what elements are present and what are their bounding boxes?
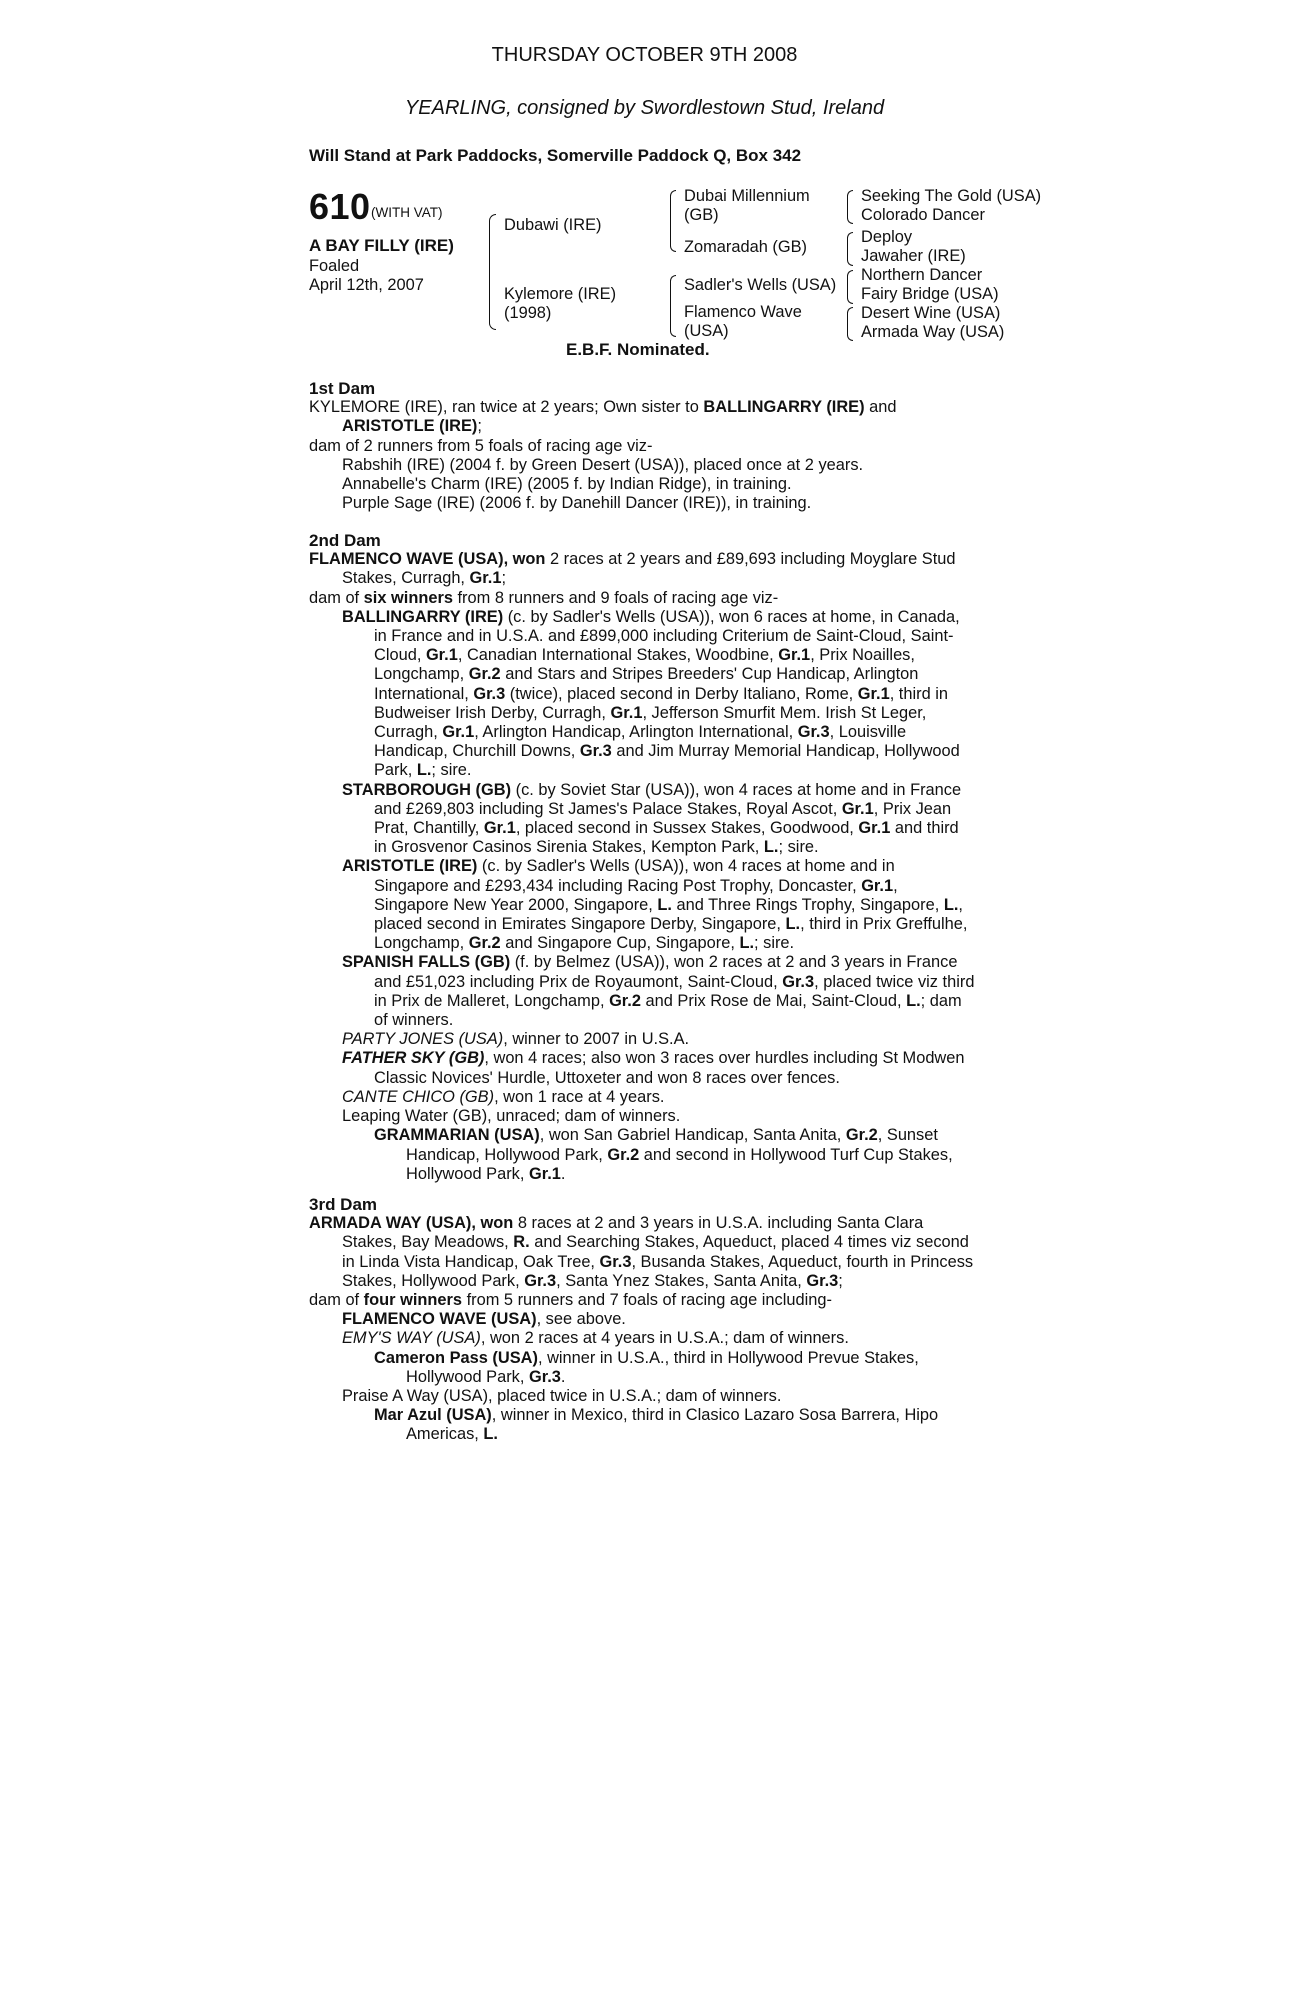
text: , won 2 races at 4 years in U.S.A.; dam of winners.	[480, 1329, 849, 1348]
text: Park,	[374, 761, 417, 780]
third-dam-line1: ARMADA WAY (USA), won 8 races at 2 and 3 years in U.S.A. including Santa Clara	[309, 1214, 924, 1233]
produce-emys-way	[309, 1329, 979, 1348]
text: , Prix Noailles,	[810, 646, 915, 665]
produce-line	[309, 800, 979, 819]
foal-entry: Annabelle's Charm (IRE) (2005 f. by Indian Ridge), in training.	[342, 475, 792, 494]
text: (c. by Sadler's Wells (USA)), won 6 races at home, in Canada,	[503, 607, 960, 626]
produce-party-jones	[309, 1030, 979, 1049]
vat-note: (WITH VAT)	[371, 205, 443, 220]
third-dam-line	[309, 1253, 979, 1272]
grade: L.	[416, 761, 432, 780]
text: Hollywood Park,	[406, 1367, 529, 1386]
text: , won 4 races; also won 3 races over hurdles including St Modwen	[484, 1049, 965, 1068]
text: in Grosvenor Casinos Sirenia Stakes, Kempton Park,	[374, 838, 764, 857]
produce-line	[309, 665, 979, 684]
grade: Gr.3	[806, 1271, 839, 1290]
winners-count: six winners	[363, 588, 453, 607]
text: in France and in U.S.A. and £899,000 including Criterium de Saint-Cloud, Saint-	[374, 627, 954, 646]
grade: Gr.2	[468, 934, 501, 953]
text: , winner in Mexico, third in Clasico Lazaro Sosa Barrera, Hipo	[491, 1406, 939, 1425]
text: Cloud,	[374, 646, 426, 665]
horse-name: FATHER SKY (GB)	[342, 1049, 485, 1068]
grade: Gr.2	[845, 1126, 878, 1145]
grade: L.	[785, 915, 801, 934]
grade: Gr.1	[483, 819, 516, 838]
grade: Gr.1	[469, 569, 502, 588]
pedigree-brace-sire	[670, 190, 676, 252]
horse-name: ARISTOTLE (IRE)	[342, 417, 478, 436]
text: ; dam	[920, 991, 962, 1010]
text: , Santa Ynez Stakes, Santa Anita,	[556, 1271, 807, 1290]
grade: Gr.3	[782, 972, 815, 991]
text: International,	[374, 684, 474, 703]
text: (f. by Belmez (USA)), won 2 races at 2 and 3 years in France	[510, 953, 958, 972]
text: in Prix de Malleret, Longchamp,	[374, 991, 610, 1010]
produce-aristotle	[309, 857, 979, 876]
ebf-nomination: E.B.F. Nominated.	[566, 340, 710, 359]
produce-spanish-falls	[309, 953, 979, 972]
grade: Gr.1	[442, 723, 475, 742]
grade: Gr.2	[468, 665, 501, 684]
produce-line	[309, 627, 979, 646]
grade: Gr.1	[528, 1164, 561, 1183]
text: ,	[893, 876, 898, 895]
foal-entry: Rabshih (IRE) (2004 f. by Green Desert (USA)), placed once at 2 years.	[342, 455, 864, 474]
stand-location: Will Stand at Park Paddocks, Somerville Paddock Q, Box 342	[309, 146, 802, 165]
pedigree-dam-year: (1998)	[504, 304, 552, 322]
produce-line	[309, 685, 979, 704]
pedigree-brace-main	[489, 214, 496, 330]
produce-line	[309, 761, 979, 780]
text: and Stars and Stripes Breeders' Cup Handicap, Arlington	[500, 665, 919, 684]
text: and Singapore Cup, Singapore,	[500, 934, 740, 953]
text: Budweiser Irish Derby, Curragh,	[374, 703, 611, 722]
grade: Gr.3	[528, 1367, 561, 1386]
grade: Gr.3	[473, 684, 506, 703]
grade: Gr.1	[778, 646, 811, 665]
pedigree-sss: Seeking The Gold (USA)	[861, 187, 1042, 205]
first-dam-line1	[309, 398, 979, 417]
produce-line	[309, 973, 979, 992]
text: , placed twice viz third	[814, 972, 975, 991]
text: , Arlington Handicap, Arlington International,	[474, 723, 798, 742]
text: and Prix Rose de Mai, Saint-Cloud,	[640, 991, 907, 1010]
won-label: won	[512, 550, 546, 569]
grade: L.	[739, 934, 755, 953]
grade: L.	[483, 1425, 498, 1444]
text: , third in	[889, 684, 949, 703]
produce-line	[309, 896, 979, 915]
third-dam-line	[309, 1233, 979, 1252]
pedigree-dds: Desert Wine (USA)	[861, 304, 1001, 322]
grade: Gr.3	[524, 1271, 557, 1290]
produce-father-sky	[309, 1049, 979, 1068]
produce-praise-a-way: Praise A Way (USA), placed twice in U.S.A.; dam of winners.	[342, 1387, 782, 1406]
produce-line	[309, 934, 979, 953]
produce-line	[309, 742, 979, 761]
produce-flamenco-wave	[309, 1310, 979, 1329]
second-dam-produce-intro	[309, 589, 979, 608]
text: , winner in U.S.A., third in Hollywood Prevue Stakes,	[537, 1348, 919, 1367]
horse-name: BALLINGARRY (IRE)	[342, 607, 504, 626]
third-dam-section	[309, 1195, 979, 1445]
horse-name: STARBOROUGH (GB)	[342, 780, 512, 799]
text: from 5 runners and 7 foals of racing age including-	[462, 1291, 832, 1310]
pedigree-sire-sire-country: (GB)	[684, 206, 719, 224]
pedigree-sds: Deploy	[861, 228, 913, 246]
second-dam-heading: 2nd Dam	[309, 531, 381, 550]
produce-cante-chico	[309, 1088, 979, 1107]
foaled-label: Foaled	[309, 257, 360, 275]
pedigree-ssd: Colorado Dancer	[861, 206, 985, 224]
text: Singapore and £293,434 including Racing Post Trophy, Doncaster,	[374, 876, 862, 895]
text: , winner to 2007 in U.S.A.	[503, 1030, 690, 1049]
foaled-date: April 12th, 2007	[309, 276, 424, 294]
produce-line	[309, 704, 979, 723]
pedigree-sire-dam: Zomaradah (GB)	[684, 238, 807, 256]
produce-line	[309, 877, 979, 896]
grade: Gr.2	[609, 991, 641, 1010]
produce-line	[309, 915, 979, 934]
text: Handicap, Hollywood Park,	[406, 1145, 608, 1164]
grade: Gr.1	[858, 819, 891, 838]
horse-name: CANTE CHICO (GB)	[342, 1087, 495, 1106]
text: 8 races at 2 and 3 years in U.S.A. including Santa Clara	[513, 1214, 924, 1233]
text: Handicap, Churchill Downs,	[374, 742, 580, 761]
pedigree-dam: Kylemore (IRE)	[504, 285, 617, 303]
text: Longchamp,	[374, 934, 469, 953]
text: Americas,	[406, 1425, 484, 1444]
text: dam of	[309, 1291, 364, 1310]
text: and £51,023 including Prix de Royaumont, Saint-Cloud,	[374, 972, 783, 991]
text: from 8 runners and 9 foals of racing age viz-	[452, 588, 779, 607]
pedigree-dam-sire: Sadler's Wells (USA)	[684, 276, 837, 294]
text: , Jefferson Smurfit Mem. Irish St Leger,	[642, 703, 927, 722]
third-dam-produce-intro	[309, 1291, 979, 1310]
produce-mar-azul	[309, 1406, 979, 1425]
pedigree-dam-dam: Flamenco Wave	[684, 303, 802, 321]
produce-line	[309, 819, 979, 838]
grade: Gr.1	[425, 646, 458, 665]
grade: Gr.2	[607, 1145, 640, 1164]
produce-line	[309, 723, 979, 742]
third-dam-heading: 3rd Dam	[309, 1195, 378, 1214]
horse-name: ARISTOTLE (IRE)	[342, 857, 478, 876]
foal-entry: Purple Sage (IRE) (2006 f. by Danehill Dancer (IRE)), in training.	[342, 494, 812, 513]
text: ,	[958, 895, 963, 914]
horse-name: SPANISH FALLS (GB)	[342, 953, 511, 972]
text: , third in Prix Greffulhe,	[800, 915, 968, 934]
pedigree-brace-g4	[847, 307, 853, 341]
pedigree-ddd: Armada Way (USA)	[861, 323, 1005, 341]
text: and £269,803 including St James's Palace Stakes, Royal Ascot,	[374, 799, 842, 818]
text: , won San Gabriel Handicap, Santa Anita,	[539, 1126, 846, 1145]
text: and third	[890, 819, 959, 838]
pedigree-sire: Dubawi (IRE)	[504, 216, 602, 234]
pedigree-brace-dam	[670, 275, 676, 337]
text: , placed second in Sussex Stakes, Goodwood,	[515, 819, 859, 838]
text: 2 races at 2 years and £89,693 including Moyglare Stud	[545, 550, 956, 569]
pedigree-brace-g2	[847, 232, 853, 266]
first-dam-section	[309, 379, 979, 513]
produce-line	[309, 1425, 979, 1444]
third-dam-line	[309, 1272, 979, 1291]
produce-line	[309, 646, 979, 665]
grade: Gr.1	[610, 703, 643, 722]
text: Stakes, Curragh,	[342, 569, 470, 588]
text: in Linda Vista Handicap, Oak Tree,	[342, 1252, 600, 1271]
text: dam of	[309, 588, 364, 607]
produce-line	[309, 1146, 979, 1165]
pedigree-dss: Northern Dancer	[861, 266, 983, 284]
horse-name: Cameron Pass (USA)	[374, 1348, 538, 1367]
grade: Gr.1	[841, 799, 874, 818]
first-dam-line2	[309, 417, 979, 436]
text: (c. by Soviet Star (USA)), won 4 races at home and in France	[511, 780, 962, 799]
produce-leaping-water: Leaping Water (GB), unraced; dam of winners.	[342, 1107, 681, 1126]
second-dam-section	[309, 531, 979, 1184]
text: , Sunset	[877, 1126, 938, 1145]
grade: Gr.3	[599, 1252, 632, 1271]
text: , Busanda Stakes, Aqueduct, fourth in Princess	[631, 1252, 974, 1271]
text: Stakes, Hollywood Park,	[342, 1271, 525, 1290]
pedigree-dam-dam-country: (USA)	[684, 322, 729, 340]
pedigree-sdd: Jawaher (IRE)	[861, 247, 966, 265]
produce-line: Classic Novices' Hurdle, Uttoxeter and won 8 races over fences.	[374, 1068, 840, 1087]
text: placed second in Emirates Singapore Derby, Singapore,	[374, 915, 786, 934]
second-dam-line2	[309, 569, 979, 588]
produce-line: of winners.	[374, 1011, 454, 1030]
winners-count: four winners	[363, 1291, 463, 1310]
grade: R.	[513, 1233, 530, 1252]
text: Prat, Chantilly,	[374, 819, 484, 838]
horse-name: FLAMENCO WAVE (USA)	[342, 1310, 537, 1329]
grade: L.	[906, 991, 921, 1010]
horse-name: Mar Azul (USA)	[374, 1406, 492, 1425]
won-label: won	[480, 1214, 514, 1233]
text: ;	[838, 1271, 843, 1290]
first-dam-heading: 1st Dam	[309, 379, 376, 398]
text: , Louisville	[829, 723, 907, 742]
text: (twice), placed second in Derby Italiano, Rome,	[505, 684, 858, 703]
first-dam-produce-intro: dam of 2 runners from 5 foals of racing age viz-	[309, 436, 653, 455]
grade: Gr.3	[797, 723, 830, 742]
horse-name: PARTY JONES (USA)	[342, 1030, 504, 1049]
grade: Gr.3	[579, 742, 612, 761]
consignor-line: YEARLING, consigned by Swordlestown Stud, Ireland	[404, 97, 885, 119]
lot-description: A BAY FILLY (IRE)	[309, 236, 454, 255]
text: and Searching Stakes, Aqueduct, placed 4 times viz second	[529, 1233, 969, 1252]
pedigree-brace-g3	[847, 270, 853, 304]
text: Stakes, Bay Meadows,	[342, 1233, 514, 1252]
text: ; sire.	[754, 934, 795, 953]
text: ;	[501, 569, 507, 588]
produce-ballingarry	[309, 608, 979, 627]
pedigree-brace-g1	[847, 190, 853, 224]
text: .	[560, 1367, 566, 1386]
text: ; sire.	[431, 761, 472, 780]
sale-date: THURSDAY OCTOBER 9TH 2008	[491, 44, 798, 66]
text: .	[560, 1164, 566, 1183]
text: ; sire.	[778, 838, 819, 857]
text: , Canadian International Stakes, Woodbine,	[457, 646, 779, 665]
text: and	[864, 398, 897, 417]
horse-name: GRAMMARIAN (USA)	[374, 1126, 540, 1145]
text: KYLEMORE (IRE), ran twice at 2 years; Own sister to	[309, 398, 704, 417]
text: Singapore New Year 2000, Singapore,	[374, 895, 658, 914]
produce-cameron-pass	[309, 1349, 979, 1368]
horse-name: EMY'S WAY (USA)	[342, 1329, 481, 1348]
text: and second in Hollywood Turf Cup Stakes,	[639, 1145, 953, 1164]
produce-line	[309, 1368, 979, 1387]
produce-grammarian	[309, 1126, 979, 1145]
text: Longchamp,	[374, 665, 469, 684]
text: ;	[477, 417, 482, 436]
text: Hollywood Park,	[406, 1164, 529, 1183]
produce-starborough	[309, 781, 979, 800]
text: , Prix Jean	[873, 799, 952, 818]
horse-name: FLAMENCO WAVE (USA)	[309, 550, 504, 569]
produce-line	[309, 992, 979, 1011]
grade: Gr.1	[861, 876, 894, 895]
text: and Jim Murray Memorial Handicap, Hollywood	[611, 742, 960, 761]
grade: L.	[657, 895, 672, 914]
text: Curragh,	[374, 723, 443, 742]
grade: Gr.1	[857, 684, 890, 703]
text: and Three Rings Trophy, Singapore,	[671, 895, 944, 914]
horse-name: BALLINGARRY (IRE)	[703, 398, 865, 417]
horse-name: ARMADA WAY (USA)	[309, 1214, 472, 1233]
text: , won 1 race at 4 years.	[494, 1087, 665, 1106]
second-dam-line1: FLAMENCO WAVE (USA), won 2 races at 2 years and £89,693 including Moyglare Stud	[309, 550, 956, 569]
pedigree-dsd: Fairy Bridge (USA)	[861, 285, 999, 303]
produce-line	[309, 1165, 979, 1184]
lot-number: 610	[309, 186, 371, 227]
grade: L.	[763, 838, 779, 857]
pedigree-sire-sire: Dubai Millennium	[684, 187, 810, 205]
text: , see above.	[536, 1310, 626, 1329]
produce-line	[309, 838, 979, 857]
text: (c. by Sadler's Wells (USA)), won 4 races at home and in	[477, 857, 895, 876]
grade: L.	[943, 895, 959, 914]
